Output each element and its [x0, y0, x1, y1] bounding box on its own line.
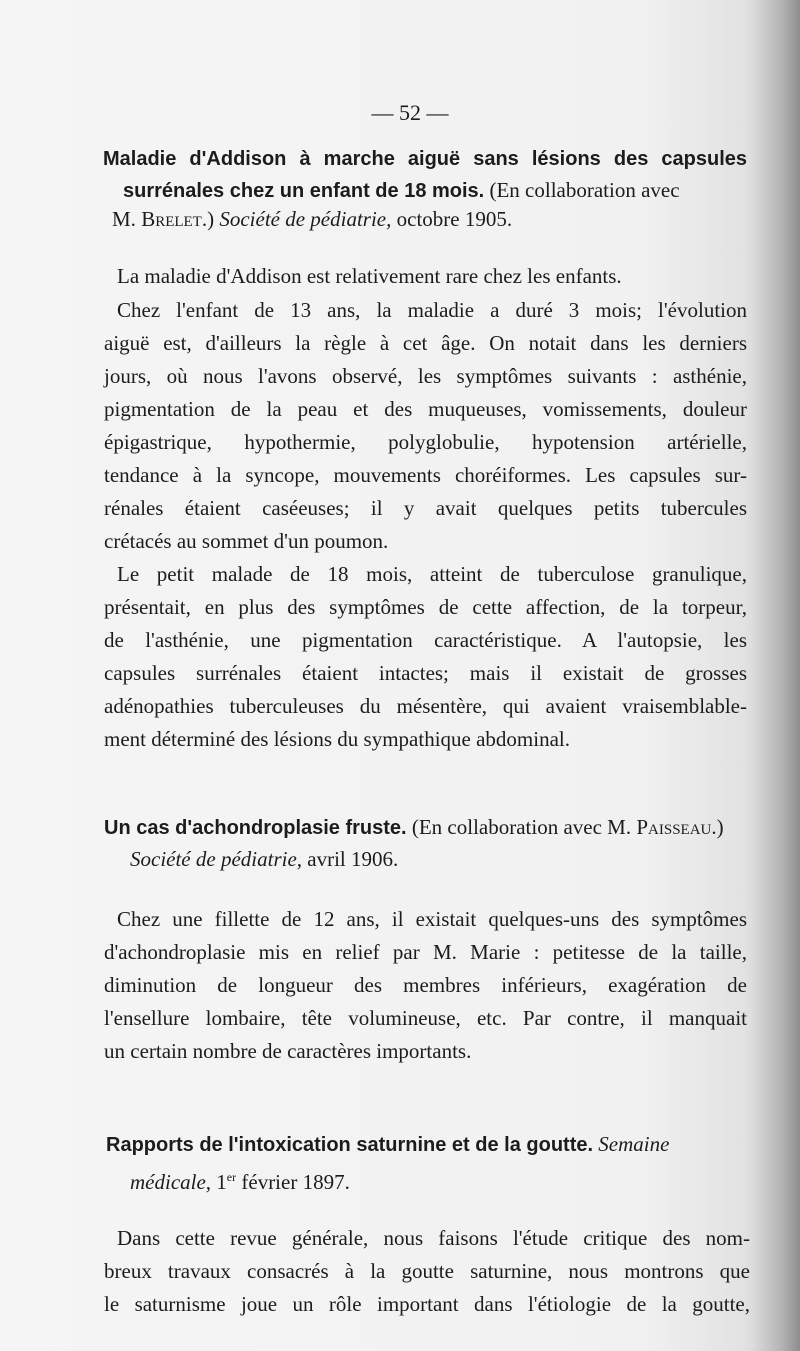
paragraph-line: épigastrique, hypothermie, polyglobulie, hypotension artérielle, — [104, 430, 747, 454]
section-2-title: Un cas d'achondroplasie fruste. — [104, 817, 407, 839]
paragraph-line: La maladie d'Addison est relativement rare chez les enfants. — [117, 264, 622, 288]
section-3-day-superscript: er — [226, 1170, 237, 1184]
paragraph-line: capsules surrénales étaient intactes; mais il existait de grosses — [104, 661, 747, 685]
paragraph-line: pigmentation de la peau et des muqueuses, vomissements, douleur — [104, 397, 747, 421]
paragraph-line: Dans cette revue générale, nous faisons l'étude critique des nom- — [117, 1226, 750, 1250]
section-1-journal: Société de pédiatrie, — [219, 207, 392, 231]
paragraph-line: Le petit malade de 18 mois, atteint de tuberculose granulique, — [117, 562, 747, 586]
paragraph-line: aiguë est, d'ailleurs la règle à cet âge. On notait dans les derniers — [104, 331, 747, 355]
paragraph-line: jours, où nous l'avons observé, les symptômes suivants : asthénie, — [104, 364, 747, 388]
paragraph-line: un certain nombre de caractères importants. — [104, 1039, 472, 1063]
section-3-day: 1 — [216, 1170, 227, 1194]
section-1-author-prefix: M. — [112, 207, 142, 231]
section-3-journal-part-2: médicale, — [130, 1170, 212, 1194]
paragraph-line: crétacés au sommet d'un poumon. — [104, 529, 389, 553]
section-1-author: Brelet. — [141, 207, 208, 231]
section-2-close-paren: ) — [716, 815, 724, 839]
section-1-title-part-2: surrénales chez un enfant de 18 mois. — [123, 180, 485, 202]
paragraph-line: diminution de longueur des membres inférieurs, exagération de — [104, 973, 747, 997]
section-1-heading-line-1 — [103, 145, 747, 173]
section-1-close-paren: ) — [207, 207, 220, 231]
section-1-date: octobre 1905. — [391, 207, 513, 231]
section-3-date: février 1897. — [236, 1170, 350, 1194]
paragraph-line: présentait, en plus des symptômes de cette affection, de la torpeur, — [104, 595, 747, 619]
section-3-heading-line-1 — [106, 1130, 756, 1159]
section-2-collaboration: (En collaboration avec M. — [411, 815, 637, 839]
section-3-title: Rapports de l'intoxication saturnine et de la goutte. — [106, 1134, 594, 1156]
section-2-date: avril 1906. — [302, 847, 399, 871]
page-number: — 52 — — [371, 100, 449, 125]
section-3-heading-line-2 — [130, 1163, 730, 1196]
paragraph-line: Chez l'enfant de 13 ans, la maladie a duré 3 mois; l'évolution — [117, 298, 747, 322]
section-2-heading-line-1 — [104, 813, 750, 842]
page-gutter-shadow — [752, 0, 800, 1351]
paragraph-line: Chez une fillette de 12 ans, il existait quelques-uns des symptômes — [117, 907, 747, 931]
section-2-author: Paisseau. — [636, 815, 717, 839]
paragraph-line: ment déterminé des lésions du sympathique abdominal. — [104, 727, 570, 751]
section-1-heading-line-3 — [112, 205, 747, 233]
section-1-collaboration: (En collaboration avec — [489, 178, 680, 202]
paragraph-line: d'achondroplasie mis en relief par M. Marie : petitesse de la taille, — [104, 940, 747, 964]
paragraph-line: adénopathies tuberculeuses du mésentère, qui avaient vraisemblable- — [104, 694, 747, 718]
paragraph-line: de l'asthénie, une pigmentation caractéristique. A l'autopsie, les — [104, 628, 747, 652]
section-1-title-part-1: Maladie d'Addison à marche aiguë sans lésions des capsules — [103, 148, 747, 170]
paragraph-line: le saturnisme joue un rôle important dans l'étiologie de la goutte, — [104, 1292, 750, 1316]
section-2-journal: Société de pédiatrie, — [130, 847, 303, 871]
paragraph-line: breux travaux consacrés à la goutte saturnine, nous montrons que — [104, 1259, 750, 1283]
section-3-journal-part-1: Semaine — [598, 1132, 670, 1156]
paragraph-line: l'ensellure lombaire, tête volumineuse, etc. Par contre, il manquait — [104, 1006, 747, 1030]
section-1-heading-line-2 — [123, 176, 747, 205]
section-2-heading-line-2 — [130, 845, 730, 873]
paragraph-line: rénales étaient caséeuses; il y avait quelques petits tubercules — [104, 496, 747, 520]
paragraph-line: tendance à la syncope, mouvements choréiformes. Les capsules sur- — [104, 463, 747, 487]
